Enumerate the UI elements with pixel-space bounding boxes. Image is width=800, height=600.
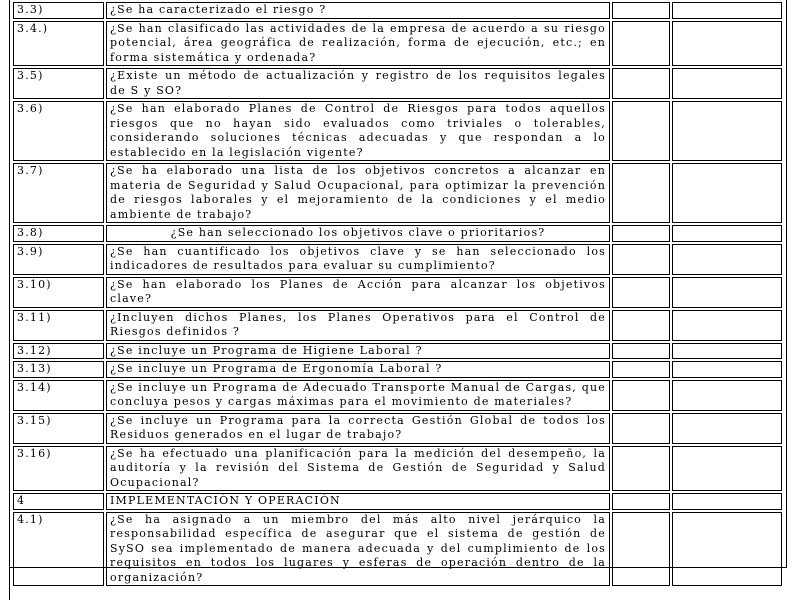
table-row: [13, 101, 782, 161]
answer-cell[interactable]: [612, 512, 670, 587]
item-number: 3.5): [13, 68, 104, 99]
table-row: [13, 277, 782, 308]
answer-cell[interactable]: [612, 277, 670, 308]
table-row: [13, 343, 782, 360]
observation-cell: [672, 493, 782, 510]
item-number: 3.11): [13, 310, 104, 341]
item-number: 3.15): [13, 413, 104, 444]
answer-cell[interactable]: [612, 343, 670, 360]
item-question: ¿Se incluye un Programa para la correcta Gestión Global de todos los Residuos generados en el lugar de trabajo?: [106, 413, 610, 444]
item-question: ¿Se han cuantificado los objetivos clave y se han seleccionado los indicadores de resultados para evaluar su cumplimiento?: [106, 244, 610, 275]
observation-cell[interactable]: [672, 21, 782, 67]
observation-cell[interactable]: [672, 413, 782, 444]
item-number: 3.10): [13, 277, 104, 308]
observation-cell[interactable]: [672, 361, 782, 378]
item-question: ¿Se ha caracterizado el riesgo ?: [106, 2, 610, 19]
table-row: [13, 446, 782, 492]
table-row: [13, 310, 782, 341]
observation-cell[interactable]: [672, 277, 782, 308]
table-row: [13, 413, 782, 444]
observation-cell[interactable]: [672, 2, 782, 19]
item-number: 4.1): [13, 512, 104, 587]
page-left-border: [9, 0, 10, 600]
item-number: 3.6): [13, 101, 104, 161]
table-row: [13, 244, 782, 275]
table-row: [13, 380, 782, 411]
item-question: ¿Se han clasificado las actividades de la empresa de acuerdo a su riesgo potencial, área geográfica de realización, forma de ejecución, etc.; en forma sistemática y ordenada?: [106, 21, 610, 67]
table-row: [13, 512, 782, 587]
page-right-border: [786, 0, 787, 568]
table-row: [13, 68, 782, 99]
table-row: [13, 225, 782, 242]
section-number: 4: [13, 493, 104, 510]
observation-cell[interactable]: [672, 446, 782, 492]
table-row: [13, 21, 782, 67]
item-question: ¿Se ha asignado a un miembro del más alto nivel jerárquico la responsabilidad específica de asegurar que el sistema de gestión de SySO sea implementado de manera adecuada y del cumplimiento de los requisitos en todos los lugares y esferas de operación dentro de la organización?: [106, 512, 610, 587]
answer-cell[interactable]: [612, 225, 670, 242]
answer-cell[interactable]: [612, 361, 670, 378]
answer-cell[interactable]: [612, 446, 670, 492]
item-question: ¿Incluyen dichos Planes, los Planes Operativos para el Control de Riesgos definidos ?: [106, 310, 610, 341]
observation-cell[interactable]: [672, 380, 782, 411]
item-question: ¿Se incluye un Programa de Higiene Laboral ?: [106, 343, 610, 360]
item-question: ¿Se incluye un Programa de Adecuado Transporte Manual de Cargas, que concluya pesos y cargas máximas para el movimiento de materiales?: [106, 380, 610, 411]
table-row: [13, 361, 782, 378]
observation-cell[interactable]: [672, 512, 782, 587]
item-number: 3.3): [13, 2, 104, 19]
section-title: IMPLEMENTACIÓN Y OPERACIÓN: [106, 493, 610, 510]
item-question: ¿Se incluye un Programa de Ergonomía Laboral ?: [106, 361, 610, 378]
item-number: 3.12): [13, 343, 104, 360]
item-question: ¿Se ha efectuado una planificación para la medición del desempeño, la auditoría y la revisión del Sistema de Gestión de Seguridad y Salud Ocupacional?: [106, 446, 610, 492]
observation-cell[interactable]: [672, 163, 782, 223]
item-number: 3.9): [13, 244, 104, 275]
item-number: 3.8): [13, 225, 104, 242]
observation-cell[interactable]: [672, 68, 782, 99]
item-number: 3.4.): [13, 21, 104, 67]
item-question: ¿Se han elaborado los Planes de Acción para alcanzar los objetivos clave?: [106, 277, 610, 308]
answer-cell[interactable]: [612, 380, 670, 411]
answer-cell[interactable]: [612, 68, 670, 99]
answer-cell[interactable]: [612, 244, 670, 275]
item-number: 3.7): [13, 163, 104, 223]
item-number: 3.13): [13, 361, 104, 378]
item-question: ¿Se han elaborado Planes de Control de Riesgos para todos aquellos riesgos que no hayan sido evaluados como triviales o tolerables, considerando soluciones técnicas adecuadas y que respondan a lo establecido en la legislación vigente?: [106, 101, 610, 161]
observation-cell[interactable]: [672, 310, 782, 341]
answer-cell[interactable]: [612, 2, 670, 19]
item-question: [106, 225, 610, 242]
answer-cell: [612, 493, 670, 510]
item-number: 3.16): [13, 446, 104, 492]
answer-cell[interactable]: [612, 163, 670, 223]
item-question: ¿Existe un método de actualización y registro de los requisitos legales de S y SO?: [106, 68, 610, 99]
answer-cell[interactable]: [612, 310, 670, 341]
observation-cell[interactable]: [672, 343, 782, 360]
table-row: [13, 163, 782, 223]
answer-cell[interactable]: [612, 21, 670, 67]
observation-cell[interactable]: [672, 225, 782, 242]
section-header-row: [13, 493, 782, 510]
checklist-table: [11, 0, 784, 588]
table-row: [13, 2, 782, 19]
observation-cell[interactable]: [672, 101, 782, 161]
item-question-text: ¿Se han seleccionado los objetivos clave o prioritarios?: [170, 226, 546, 239]
answer-cell[interactable]: [612, 413, 670, 444]
observation-cell[interactable]: [672, 244, 782, 275]
answer-cell[interactable]: [612, 101, 670, 161]
item-question: ¿Se ha elaborado una lista de los objetivos concretos a alcanzar en materia de Seguridad y Salud Ocupacional, para optimizar la prevención de riesgos laborales y el mejoramiento de la condiciones y el medio ambiente de trabajo?: [106, 163, 610, 223]
item-number: 3.14): [13, 380, 104, 411]
